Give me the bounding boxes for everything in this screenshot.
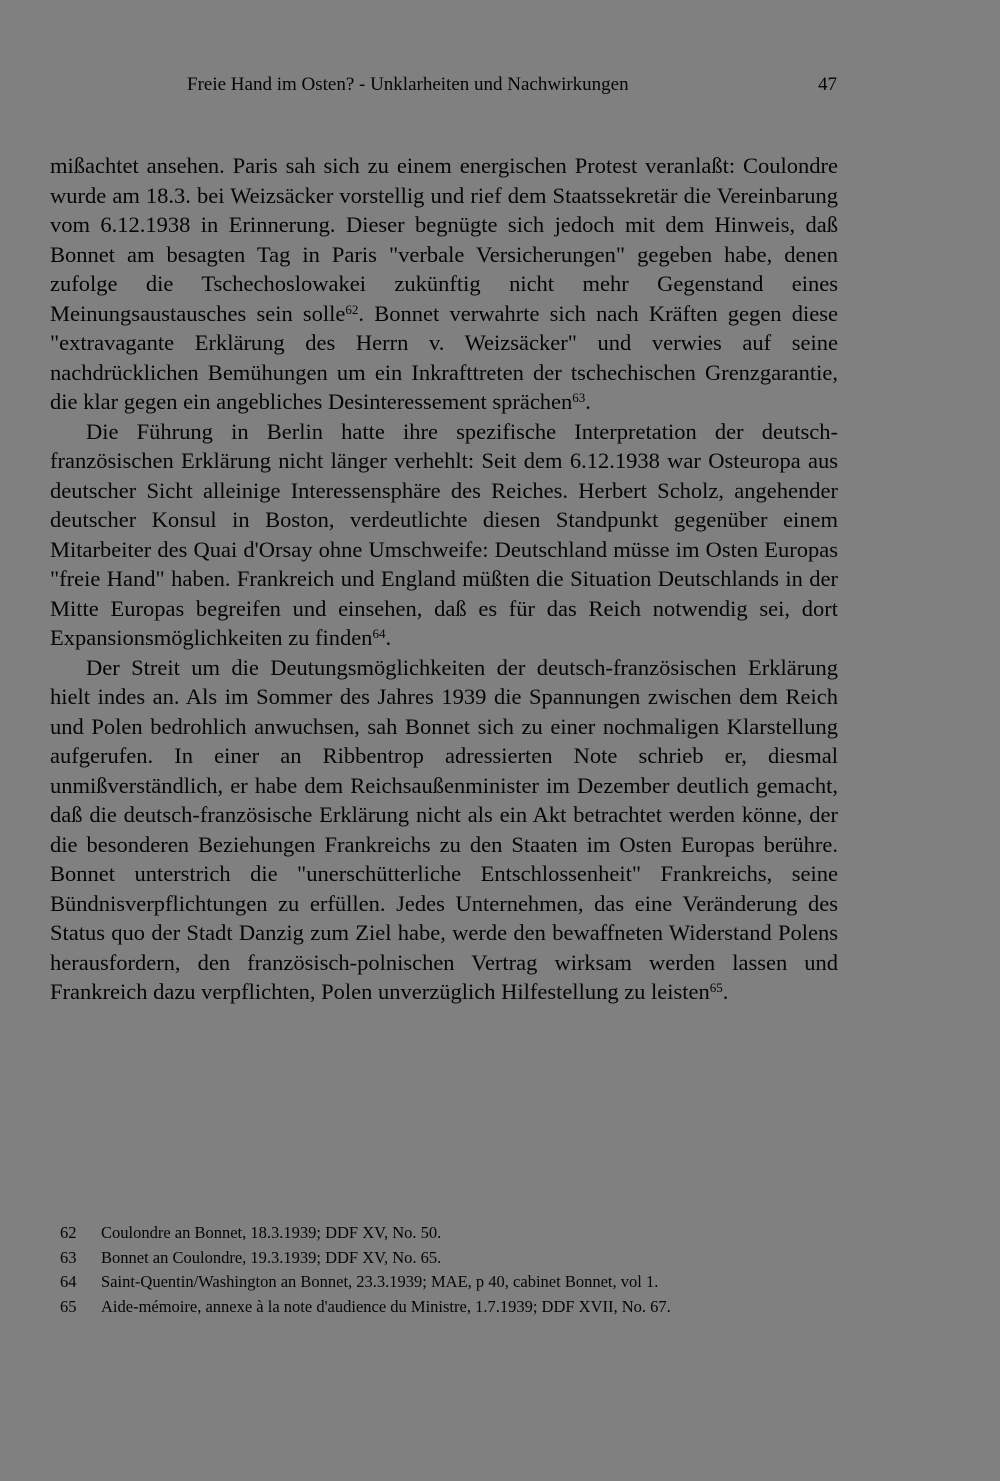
- footnote-ref-64: 64: [372, 625, 386, 641]
- footnotes: [60, 1221, 840, 1320]
- footnote-text: Bonnet an Coulondre, 19.3.1939; DDF XV, No. 65.: [101, 1247, 442, 1267]
- text-run: . Bonnet verwahrte sich nach Kräften gegen diese "extravagante Erklärung des Herrn v. Weizsäcker" und verwies auf seine nachdrücklichen Bemühungen um ein Inkrafttreten der tschechischen Grenzgarantie, die klar gegen ein angebliches Desinteressement sprächen: [50, 300, 838, 414]
- paragraph-3: [50, 653, 838, 1007]
- footnote-text: Coulondre an Bonnet, 18.3.1939; DDF XV, No. 50.: [101, 1223, 442, 1242]
- footnote-ref-65: 65: [709, 979, 723, 995]
- running-head-title: Freie Hand im Osten? - Unklarheiten und Nachwirkungen: [187, 74, 629, 95]
- text-run: Die Führung in Berlin hatte ihre spezifische Interpretation der deutsch-französischen Erklärung nicht länger verhehlt: Seit dem 6.12.1938 war Osteuropa aus deutscher Sicht alleinige Interessensphäre des Reiches. Herbert Scholz, angehender deutscher Konsul in Boston, verdeutlichte diesen Standpunkt gegenüber einem Mitarbeiter des Quai d'Orsay ohne Umschweife: Deutschland müsse im Osten Europas "freie Hand" haben. Frankreich und England müßten die Situation Deutschlands in der Mitte Europas begreifen und einsehen, daß es für das Reich notwendig sei, dort Expansionsmöglichkeiten zu finden: [50, 418, 838, 650]
- text-run: Der Streit um die Deutungsmöglichkeiten der deutsch-französischen Erklärung hielt indes an. Als im Sommer des Jahres 1939 die Spannungen zwischen dem Reich und Polen bedrohlich anwuchsen, sah Bonnet sich zu einer nochmaligen Klarstellung aufgerufen. In einer an Ribbentrop adressierten Note schrieb er, diesmal unmißverständlich, er habe dem Reichsaußenminister im Dezember deutlich gemacht, daß die deutsch-französische Erklärung nicht als ein Akt betrachtet werden könne, der die besonderen Beziehungen Frankreichs zu den Staaten im Osten Europas berühre. Bonnet unterstrich die "unerschütterliche Entschlossenheit" Frankreichs, seine Bündnisverpflichtungen zu erfüllen. Jedes Unternehmen, das eine Veränderung des Status quo der Stadt Danzig zum Ziel habe, werde den bewaffneten Widerstand Polens herausfordern, den französisch-polnischen Vertrag wirksam werden lassen und Frankreich dazu verpflichten, Polen unverzüglich Hilfestellung zu leisten: [50, 654, 838, 1004]
- footnote-64: [60, 1270, 840, 1295]
- footnote-65: [60, 1295, 840, 1320]
- text-run: mißachtet ansehen. Paris sah sich zu einem energischen Protest veranlaßt: Coulondre wurde am 18.3. bei Weizsäcker vorstellig und rief dem Staatssekretär die Vereinbarung vom 6.12.1938 in Erinnerung. Dieser begnügte sich jedoch mit dem Hinweis, daß Bonnet am besagten Tag in Paris "verbale Versicherungen" gegeben habe, denen zufolge die Tschechoslowakei zukünftig nicht mehr Gegenstand eines Meinungsaustausches sein solle: [50, 153, 838, 326]
- text-run: .: [585, 389, 591, 414]
- page-number: 47: [818, 74, 837, 95]
- footnote-ref-62: 62: [345, 301, 359, 317]
- body-text: [50, 151, 838, 1007]
- paragraph-1: [50, 151, 838, 417]
- footnote-62: [60, 1221, 840, 1246]
- footnote-number: 62: [60, 1223, 77, 1242]
- footnote-number: 65: [60, 1297, 77, 1317]
- paragraph-2: [50, 417, 838, 653]
- running-head: [187, 72, 837, 102]
- footnote-ref-63: 63: [572, 389, 586, 405]
- footnote-text: Saint-Quentin/Washington an Bonnet, 23.3.1939; MAE, p 40, cabinet Bonnet, vol 1.: [101, 1272, 659, 1292]
- footnote-63: [60, 1246, 840, 1271]
- text-run: .: [722, 979, 729, 1004]
- text-run: .: [385, 625, 392, 650]
- footnote-text: Aide-mémoire, annexe à la note d'audience du Ministre, 1.7.1939; DDF XVII, No. 67.: [101, 1297, 671, 1317]
- footnote-number: 63: [60, 1247, 77, 1267]
- footnote-number: 64: [60, 1272, 77, 1292]
